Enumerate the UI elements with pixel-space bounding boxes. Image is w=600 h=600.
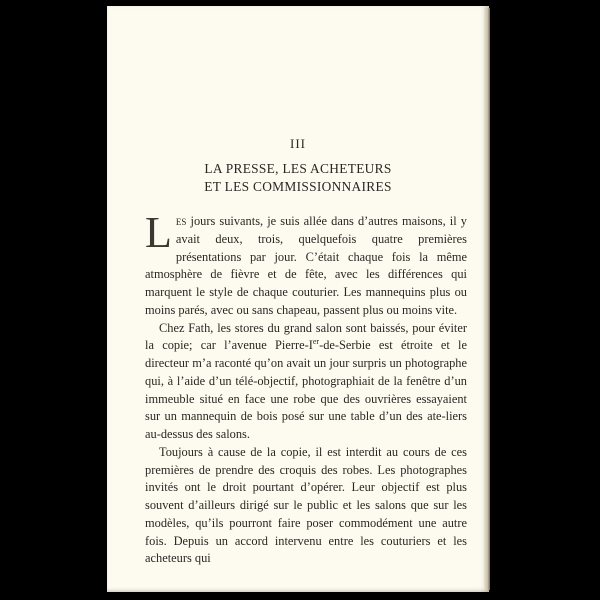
small-caps-lead: es xyxy=(175,214,187,228)
body-text xyxy=(145,208,467,568)
chapter-title xyxy=(107,160,489,196)
page-edge-shadow xyxy=(484,8,490,590)
paragraph-2-text-a: Chez Fath, les stores du grand salon sont baissés, pour éviter la copie; car l’avenue Pierre-I xyxy=(145,320,467,353)
chapter-title-line-1: LA PRESSE, LES ACHETEURS xyxy=(204,161,392,176)
paragraph-1 xyxy=(145,208,467,320)
superscript-er: er xyxy=(312,337,320,347)
paragraph-1-text: jours suivants, je suis allée dans d’autres maisons, il y avait deux, trois, quelquefois quatre premières présentations par jour. C’était chaque fois la même atmosphère de fièvre et de fête, avec les différences qui marquent le style de chaque couturier. Les mannequins plus ou moins parés, avec ou sans chapeau, passent plus ou moins vite. xyxy=(145,214,467,317)
paragraph-2 xyxy=(145,320,467,444)
paragraph-3 xyxy=(145,444,467,568)
chapter-title-line-2: ET LES COMMISSIONNAIRES xyxy=(204,179,392,194)
drop-cap: L xyxy=(145,208,172,257)
chapter-number: III xyxy=(290,136,306,151)
paragraph-3-text: Toujours à cause de la copie, il est interdit au cours de ces premières de prendre des croquis des robes. Les photographes invités ont le droit pourtant d’opérer. Leur objectif est plus souvent d’ailleurs dirigé sur le public et les salons que sur les modèles, qu’ils pourront faire poser commodément une autre fois. Depuis un accord intervenu entre les couturiers et les acheteurs qui xyxy=(145,444,467,566)
paragraph-2-text-b: -de-Serbie est étroite et le directeur m’a raconté qu’on avait un jour surpris un photographe qui, à l’aide d’un télé-objectif, photographiait de la fenêtre d’un immeuble situé en face une robe que des ouvrières essayaient sur un mannequin de bois posé sur une table d’un des ate-liers au-dessus des salons. xyxy=(145,338,467,441)
